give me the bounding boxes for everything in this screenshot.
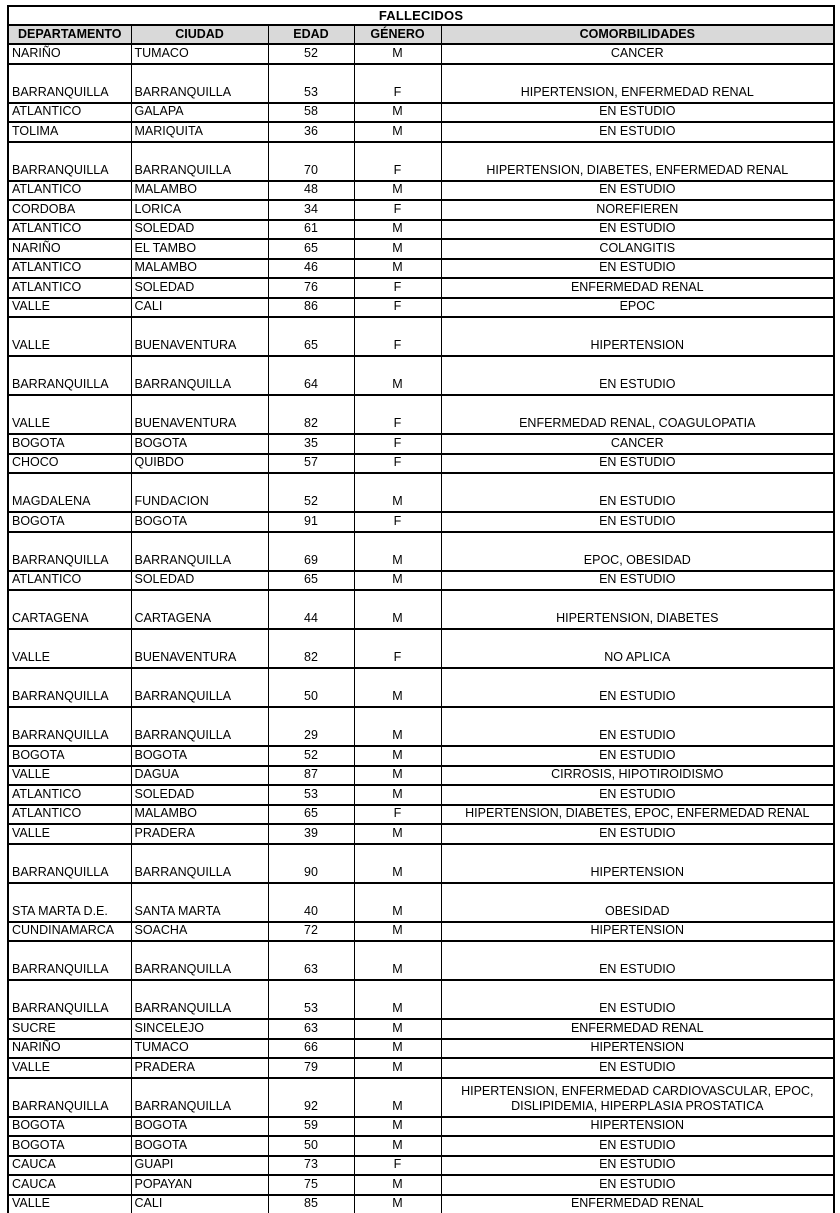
cell-genero: F	[354, 1156, 441, 1176]
cell-edad: 39	[268, 824, 354, 844]
cell-comorbilidades: ENFERMEDAD RENAL	[441, 278, 834, 298]
cell-edad: 91	[268, 512, 354, 532]
cell-comorbilidades: HIPERTENSION	[441, 922, 834, 942]
cell-genero: M	[354, 1136, 441, 1156]
table-row	[8, 1117, 834, 1137]
cell-edad: 34	[268, 200, 354, 220]
cell-departamento: VALLE	[8, 766, 131, 786]
cell-ciudad: MALAMBO	[131, 805, 268, 825]
cell-departamento: ATLANTICO	[8, 785, 131, 805]
cell-comorbilidades: OBESIDAD	[441, 883, 834, 922]
cell-ciudad: BOGOTA	[131, 512, 268, 532]
cell-genero: M	[354, 590, 441, 629]
cell-comorbilidades: HIPERTENSION, ENFERMEDAD CARDIOVASCULAR, EPOC, DISLIPIDEMIA, HIPERPLASIA PROSTATICA	[441, 1078, 834, 1117]
table-row	[8, 200, 834, 220]
cell-comorbilidades: HIPERTENSION	[441, 844, 834, 883]
cell-edad: 85	[268, 1195, 354, 1213]
cell-comorbilidades: EN ESTUDIO	[441, 103, 834, 123]
cell-comorbilidades: ENFERMEDAD RENAL	[441, 1019, 834, 1039]
table-title: FALLECIDOS	[8, 6, 834, 25]
cell-edad: 40	[268, 883, 354, 922]
cell-departamento: MAGDALENA	[8, 473, 131, 512]
fallecidos-table	[7, 5, 835, 1213]
cell-departamento: ATLANTICO	[8, 103, 131, 123]
cell-edad: 36	[268, 122, 354, 142]
cell-genero: M	[354, 239, 441, 259]
table-row	[8, 1078, 834, 1117]
cell-genero: F	[354, 298, 441, 318]
table-row	[8, 142, 834, 181]
cell-edad: 66	[268, 1039, 354, 1059]
table-row	[8, 434, 834, 454]
table-row	[8, 122, 834, 142]
cell-departamento: ATLANTICO	[8, 181, 131, 201]
cell-ciudad: BUENAVENTURA	[131, 395, 268, 434]
cell-edad: 86	[268, 298, 354, 318]
table-row	[8, 298, 834, 318]
cell-genero: M	[354, 883, 441, 922]
table-row	[8, 766, 834, 786]
cell-comorbilidades: EN ESTUDIO	[441, 746, 834, 766]
table-row	[8, 941, 834, 980]
cell-ciudad: PRADERA	[131, 824, 268, 844]
cell-departamento: NARIÑO	[8, 239, 131, 259]
cell-genero: M	[354, 1175, 441, 1195]
cell-edad: 64	[268, 356, 354, 395]
cell-genero: M	[354, 707, 441, 746]
table-row	[8, 220, 834, 240]
cell-comorbilidades: HIPERTENSION	[441, 317, 834, 356]
cell-departamento: BARRANQUILLA	[8, 668, 131, 707]
cell-departamento: BOGOTA	[8, 746, 131, 766]
cell-departamento: CORDOBA	[8, 200, 131, 220]
cell-departamento: ATLANTICO	[8, 278, 131, 298]
table-row	[8, 239, 834, 259]
table-row	[8, 629, 834, 668]
cell-comorbilidades: NO APLICA	[441, 629, 834, 668]
cell-genero: F	[354, 317, 441, 356]
cell-comorbilidades: HIPERTENSION, ENFERMEDAD RENAL	[441, 64, 834, 103]
table-row	[8, 64, 834, 103]
cell-comorbilidades: CANCER	[441, 434, 834, 454]
table-body	[8, 44, 834, 1213]
cell-departamento: BARRANQUILLA	[8, 707, 131, 746]
table-row	[8, 395, 834, 434]
cell-genero: M	[354, 473, 441, 512]
cell-comorbilidades: EN ESTUDIO	[441, 1175, 834, 1195]
cell-ciudad: EL TAMBO	[131, 239, 268, 259]
cell-ciudad: BOGOTA	[131, 746, 268, 766]
table-row	[8, 1136, 834, 1156]
cell-edad: 69	[268, 532, 354, 571]
cell-ciudad: BARRANQUILLA	[131, 356, 268, 395]
cell-genero: M	[354, 922, 441, 942]
table-row	[8, 473, 834, 512]
cell-edad: 76	[268, 278, 354, 298]
cell-genero: M	[354, 103, 441, 123]
cell-departamento: VALLE	[8, 1058, 131, 1078]
cell-ciudad: QUIBDO	[131, 454, 268, 474]
table-row	[8, 590, 834, 629]
cell-ciudad: BARRANQUILLA	[131, 707, 268, 746]
cell-ciudad: BARRANQUILLA	[131, 142, 268, 181]
cell-genero: M	[354, 1019, 441, 1039]
table-row	[8, 278, 834, 298]
cell-departamento: BARRANQUILLA	[8, 1078, 131, 1117]
cell-ciudad: MALAMBO	[131, 259, 268, 279]
cell-edad: 82	[268, 395, 354, 434]
cell-comorbilidades: HIPERTENSION, DIABETES, EPOC, ENFERMEDAD RENAL	[441, 805, 834, 825]
cell-genero: M	[354, 824, 441, 844]
cell-edad: 35	[268, 434, 354, 454]
cell-departamento: BARRANQUILLA	[8, 532, 131, 571]
cell-edad: 53	[268, 980, 354, 1019]
cell-departamento: CAUCA	[8, 1156, 131, 1176]
cell-ciudad: TUMACO	[131, 1039, 268, 1059]
cell-genero: F	[354, 454, 441, 474]
table-title-row	[8, 6, 834, 25]
cell-ciudad: SANTA MARTA	[131, 883, 268, 922]
cell-comorbilidades: EN ESTUDIO	[441, 454, 834, 474]
table-row	[8, 805, 834, 825]
table-row	[8, 980, 834, 1019]
cell-departamento: CARTAGENA	[8, 590, 131, 629]
cell-comorbilidades: HIPERTENSION, DIABETES	[441, 590, 834, 629]
cell-genero: M	[354, 259, 441, 279]
cell-genero: M	[354, 844, 441, 883]
cell-comorbilidades: EN ESTUDIO	[441, 181, 834, 201]
cell-departamento: ATLANTICO	[8, 805, 131, 825]
cell-ciudad: MALAMBO	[131, 181, 268, 201]
cell-departamento: NARIÑO	[8, 44, 131, 64]
cell-edad: 90	[268, 844, 354, 883]
cell-comorbilidades: EN ESTUDIO	[441, 220, 834, 240]
cell-genero: M	[354, 1078, 441, 1117]
cell-ciudad: BOGOTA	[131, 434, 268, 454]
cell-departamento: SUCRE	[8, 1019, 131, 1039]
cell-comorbilidades: CANCER	[441, 44, 834, 64]
cell-departamento: BARRANQUILLA	[8, 980, 131, 1019]
cell-edad: 79	[268, 1058, 354, 1078]
table-row	[8, 1039, 834, 1059]
cell-departamento: ATLANTICO	[8, 220, 131, 240]
cell-edad: 46	[268, 259, 354, 279]
cell-edad: 65	[268, 317, 354, 356]
cell-comorbilidades: CIRROSIS, HIPOTIROIDISMO	[441, 766, 834, 786]
cell-edad: 72	[268, 922, 354, 942]
cell-genero: F	[354, 512, 441, 532]
column-header-comorbilidades: COMORBILIDADES	[441, 25, 834, 44]
table-row	[8, 785, 834, 805]
table-row	[8, 746, 834, 766]
cell-comorbilidades: HIPERTENSION	[441, 1117, 834, 1137]
cell-comorbilidades: EN ESTUDIO	[441, 1136, 834, 1156]
table-row	[8, 356, 834, 395]
cell-edad: 73	[268, 1156, 354, 1176]
cell-ciudad: GUAPI	[131, 1156, 268, 1176]
cell-departamento: VALLE	[8, 629, 131, 668]
table-header-row	[8, 25, 834, 44]
cell-ciudad: SOLEDAD	[131, 571, 268, 591]
cell-genero: M	[354, 181, 441, 201]
cell-genero: F	[354, 629, 441, 668]
table-row	[8, 707, 834, 746]
cell-ciudad: CARTAGENA	[131, 590, 268, 629]
cell-edad: 52	[268, 44, 354, 64]
cell-departamento: CAUCA	[8, 1175, 131, 1195]
cell-edad: 53	[268, 785, 354, 805]
cell-comorbilidades: EN ESTUDIO	[441, 1156, 834, 1176]
cell-departamento: VALLE	[8, 298, 131, 318]
cell-ciudad: SOACHA	[131, 922, 268, 942]
cell-comorbilidades: EN ESTUDIO	[441, 122, 834, 142]
table-row	[8, 44, 834, 64]
cell-ciudad: TUMACO	[131, 44, 268, 64]
cell-comorbilidades: ENFERMEDAD RENAL, COAGULOPATIA	[441, 395, 834, 434]
cell-ciudad: BARRANQUILLA	[131, 941, 268, 980]
cell-ciudad: CALI	[131, 298, 268, 318]
cell-comorbilidades: EN ESTUDIO	[441, 571, 834, 591]
cell-genero: M	[354, 571, 441, 591]
cell-edad: 70	[268, 142, 354, 181]
cell-departamento: ATLANTICO	[8, 259, 131, 279]
cell-comorbilidades: HIPERTENSION	[441, 1039, 834, 1059]
cell-genero: F	[354, 434, 441, 454]
cell-departamento: BARRANQUILLA	[8, 941, 131, 980]
cell-edad: 48	[268, 181, 354, 201]
cell-genero: M	[354, 1195, 441, 1213]
table-row	[8, 454, 834, 474]
cell-ciudad: SOLEDAD	[131, 220, 268, 240]
cell-genero: F	[354, 200, 441, 220]
cell-ciudad: LORICA	[131, 200, 268, 220]
table-row	[8, 103, 834, 123]
table-row	[8, 1156, 834, 1176]
cell-edad: 50	[268, 1136, 354, 1156]
table-row	[8, 922, 834, 942]
cell-ciudad: BARRANQUILLA	[131, 844, 268, 883]
cell-edad: 65	[268, 239, 354, 259]
cell-ciudad: BOGOTA	[131, 1117, 268, 1137]
cell-departamento: BARRANQUILLA	[8, 356, 131, 395]
cell-edad: 53	[268, 64, 354, 103]
cell-edad: 59	[268, 1117, 354, 1137]
cell-comorbilidades: EN ESTUDIO	[441, 259, 834, 279]
cell-departamento: BARRANQUILLA	[8, 844, 131, 883]
cell-genero: M	[354, 1039, 441, 1059]
cell-genero: M	[354, 532, 441, 571]
cell-edad: 50	[268, 668, 354, 707]
cell-edad: 75	[268, 1175, 354, 1195]
table-row	[8, 668, 834, 707]
cell-comorbilidades: EN ESTUDIO	[441, 512, 834, 532]
cell-departamento: STA MARTA D.E.	[8, 883, 131, 922]
cell-genero: F	[354, 142, 441, 181]
cell-departamento: TOLIMA	[8, 122, 131, 142]
cell-departamento: BOGOTA	[8, 512, 131, 532]
cell-genero: M	[354, 941, 441, 980]
cell-ciudad: GALAPA	[131, 103, 268, 123]
cell-genero: M	[354, 746, 441, 766]
cell-genero: M	[354, 1058, 441, 1078]
cell-departamento: BARRANQUILLA	[8, 142, 131, 181]
cell-genero: F	[354, 805, 441, 825]
cell-genero: M	[354, 785, 441, 805]
cell-genero: F	[354, 278, 441, 298]
cell-genero: F	[354, 64, 441, 103]
cell-comorbilidades: EN ESTUDIO	[441, 707, 834, 746]
table-row	[8, 317, 834, 356]
table-row	[8, 1175, 834, 1195]
cell-ciudad: BARRANQUILLA	[131, 532, 268, 571]
cell-edad: 82	[268, 629, 354, 668]
cell-edad: 57	[268, 454, 354, 474]
cell-departamento: ATLANTICO	[8, 571, 131, 591]
cell-comorbilidades: ENFERMEDAD RENAL	[441, 1195, 834, 1213]
cell-edad: 87	[268, 766, 354, 786]
cell-comorbilidades: EN ESTUDIO	[441, 824, 834, 844]
cell-genero: F	[354, 395, 441, 434]
cell-edad: 61	[268, 220, 354, 240]
cell-ciudad: DAGUA	[131, 766, 268, 786]
cell-edad: 92	[268, 1078, 354, 1117]
cell-genero: M	[354, 220, 441, 240]
cell-edad: 65	[268, 571, 354, 591]
cell-departamento: CUNDINAMARCA	[8, 922, 131, 942]
cell-ciudad: SOLEDAD	[131, 785, 268, 805]
cell-ciudad: PRADERA	[131, 1058, 268, 1078]
cell-edad: 52	[268, 473, 354, 512]
cell-edad: 63	[268, 941, 354, 980]
cell-departamento: BOGOTA	[8, 434, 131, 454]
table-row	[8, 181, 834, 201]
cell-genero: M	[354, 766, 441, 786]
column-header-edad: EDAD	[268, 25, 354, 44]
cell-ciudad: BUENAVENTURA	[131, 629, 268, 668]
cell-comorbilidades: EN ESTUDIO	[441, 668, 834, 707]
cell-ciudad: FUNDACION	[131, 473, 268, 512]
cell-comorbilidades: EPOC	[441, 298, 834, 318]
cell-ciudad: BARRANQUILLA	[131, 1078, 268, 1117]
cell-genero: M	[354, 44, 441, 64]
table-row	[8, 883, 834, 922]
cell-ciudad: BARRANQUILLA	[131, 668, 268, 707]
cell-comorbilidades: EN ESTUDIO	[441, 356, 834, 395]
cell-ciudad: BARRANQUILLA	[131, 980, 268, 1019]
table-row	[8, 512, 834, 532]
cell-ciudad: POPAYAN	[131, 1175, 268, 1195]
cell-comorbilidades: HIPERTENSION, DIABETES, ENFERMEDAD RENAL	[441, 142, 834, 181]
cell-departamento: BOGOTA	[8, 1136, 131, 1156]
table-row	[8, 1019, 834, 1039]
cell-departamento: VALLE	[8, 1195, 131, 1213]
table-row	[8, 259, 834, 279]
cell-comorbilidades: EN ESTUDIO	[441, 980, 834, 1019]
cell-ciudad: CALI	[131, 1195, 268, 1213]
cell-genero: M	[354, 122, 441, 142]
cell-edad: 58	[268, 103, 354, 123]
cell-edad: 65	[268, 805, 354, 825]
table-row	[8, 844, 834, 883]
column-header-departamento: DEPARTAMENTO	[8, 25, 131, 44]
cell-genero: M	[354, 980, 441, 1019]
cell-comorbilidades: EN ESTUDIO	[441, 1058, 834, 1078]
cell-departamento: BARRANQUILLA	[8, 64, 131, 103]
cell-departamento: VALLE	[8, 317, 131, 356]
cell-genero: M	[354, 356, 441, 395]
cell-departamento: BOGOTA	[8, 1117, 131, 1137]
table-row	[8, 824, 834, 844]
cell-ciudad: BOGOTA	[131, 1136, 268, 1156]
table-row	[8, 1058, 834, 1078]
cell-departamento: CHOCO	[8, 454, 131, 474]
cell-comorbilidades: EN ESTUDIO	[441, 941, 834, 980]
cell-ciudad: MARIQUITA	[131, 122, 268, 142]
table-row	[8, 532, 834, 571]
cell-ciudad: BUENAVENTURA	[131, 317, 268, 356]
table-row	[8, 1195, 834, 1213]
cell-edad: 29	[268, 707, 354, 746]
cell-ciudad: SINCELEJO	[131, 1019, 268, 1039]
cell-comorbilidades: NOREFIEREN	[441, 200, 834, 220]
cell-edad: 63	[268, 1019, 354, 1039]
column-header-ciudad: CIUDAD	[131, 25, 268, 44]
cell-edad: 44	[268, 590, 354, 629]
cell-comorbilidades: EN ESTUDIO	[441, 785, 834, 805]
cell-ciudad: BARRANQUILLA	[131, 64, 268, 103]
table-row	[8, 571, 834, 591]
cell-comorbilidades: COLANGITIS	[441, 239, 834, 259]
cell-edad: 52	[268, 746, 354, 766]
cell-comorbilidades: EN ESTUDIO	[441, 473, 834, 512]
cell-genero: M	[354, 668, 441, 707]
cell-comorbilidades: EPOC, OBESIDAD	[441, 532, 834, 571]
cell-departamento: VALLE	[8, 824, 131, 844]
cell-ciudad: SOLEDAD	[131, 278, 268, 298]
column-header-genero: GÉNERO	[354, 25, 441, 44]
cell-departamento: VALLE	[8, 395, 131, 434]
cell-genero: M	[354, 1117, 441, 1137]
cell-departamento: NARIÑO	[8, 1039, 131, 1059]
